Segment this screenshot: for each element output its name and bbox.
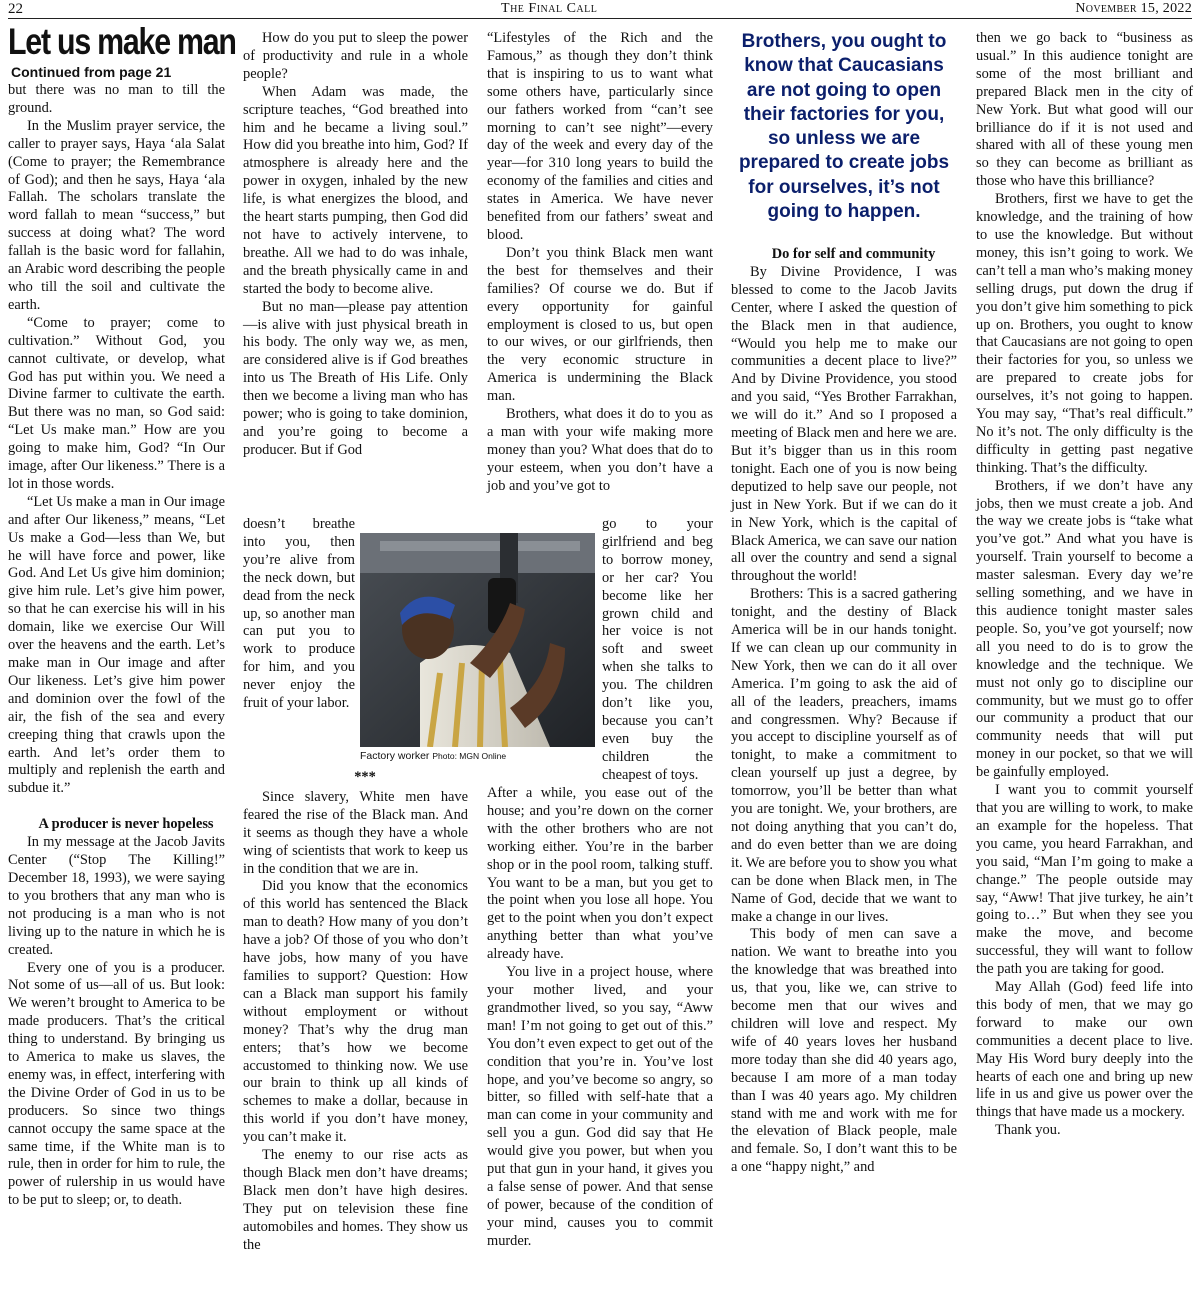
- paragraph: When Adam was made, the scripture teaches, “God breathed into him and he became a living soul.” How did you breathe into him, God? If atmosphere is already here and the power in oxygen, inhaled by the new life, is what energizes the blood, and the heart starts pumping, then God did not have to actively intervene, to breathe. All we had to do was inhale, and the breath physically came in and started the body to become alive.: [243, 83, 468, 297]
- paragraph: Don’t you think Black men want the best for themselves and their families? Of course we do. But if every opportunity for gainful employment is closed to us, but open to our wives, or our girlfriends, then the very economic structure in America is undermining the Black man.: [487, 244, 713, 405]
- paragraph: How do you put to sleep the power of productivity and rule in a whole people?: [243, 30, 468, 82]
- paragraph: In the Muslim prayer service, the caller to prayer says, Haya ‘ala Salat (Come to prayer; the Remembrance of God); and then he says, Haya ‘ala Fallah. The scholars translate the word fallah to mean “success,” but success at doing what? The word fallah is the basic word for fallahin, an Arabic word describing the people who till the soil and cultivate the earth.: [8, 117, 225, 313]
- section-separator: ***: [354, 769, 376, 785]
- issue-date: November 15, 2022: [1075, 1, 1192, 16]
- photo-credit: Photo: MGN Online: [432, 751, 507, 761]
- paragraph: Brothers: This is a sacred gathering tonight, and the destiny of Black America will be in our hands tonight. If we can clean up our community in New York, then we can do it all over America. I’m going to ask the aid of all of the leaders, preachers, imams and congressmen. Why? Because if you accept to discipline yourself as of tonight, to make a commitment to clean yourself up just a degree, by tomorrow, you’ll be better than what you are tonight. We, your brothers, are not doing anything that you can’t do, and do even better than we are doing it. We are before you to show you what can be done when Black men, in The Name of God, decide that we want to make a change in our lives.: [731, 586, 957, 925]
- factory-worker-photo: [360, 533, 595, 747]
- column-2-wrap: [243, 516, 355, 713]
- column-3-top: [487, 30, 713, 496]
- paragraph: By Divine Providence, I was blessed to come to the Jacob Javits Center, where I asked the question of the Black men in that audience, “Would you help me to make our communities a decent place to live?” And by Divine Providence, you stood and you said, “Yes Brother Farrakhan, we will do it.” And so I proposed a meeting of Black men and here we are. But it’s bigger than us in this room tonight. Each one of you is now being deputized to help save our people, not just in New York. But if we can do it in New York, which is the capital of Black America, we can save our nation all over the country and send a signal throughout the world!: [731, 263, 957, 585]
- masthead: [8, 0, 1192, 19]
- column-3-bottom: [487, 785, 713, 1251]
- paragraph: Brothers, first we have to get the knowledge, and the training of how to use the knowledge. But without money, this isn’t going to work. We can’t tell a man who’s making money selling drugs, put down the drug if you don’t give him something to pick up on. Brothers, you ought to know that Caucasians are not going to open their factories for you, so unless we are prepared to create jobs for ourselves, it’s not going to happen. You may say, “That’s real difficult.” No it’s not. The only difficulty is the difficulty in getting past negative thinking. That’s the difficulty.: [976, 191, 1193, 476]
- paragraph: “Lifestyles of the Rich and the Famous,” as though they don’t think that is inspiring to us to want what some others have, particularly since our fathers worked from “can’t see morning to can’t see night”—every day of the week and every day of the year—for 310 long years to build the economy of the families and cities and states in America. We have never benefited from our fathers’ sweat and blood.: [487, 30, 713, 243]
- column-2-bottom: [243, 767, 468, 1254]
- paragraph: Brothers, if we don’t have any jobs, then we must create a job. And the way we create jobs is “take what you’ve got.” And what you have is yourself. Train yourself to become a master salesman. Every day we’re selling something, and we have in this audience tonight master sales people. So, you’ve got yourself; now all you need to do is to grow the knowledge and the technique. We must not only go to discipline our community, but we must go to offer our community a product that our community needs that will put money in our pocket, so that we will be gainfully employed.: [976, 477, 1193, 781]
- paragraph: Brothers, what does it do to you as a man with your wife making more money than you? What does that do to your esteem, when you don’t have a job and you’ve got to: [487, 406, 713, 494]
- column-1: [8, 21, 236, 1210]
- page-number: 22: [8, 0, 23, 17]
- paragraph: But no man—please pay attention—is alive with just physical breath in his body. The only way we, as men, are considered alive is if God breathes into us The Breath of His Life. Only then we become a living man who has power; who is going to take dominion, and you’re going to become a producer. But if God: [243, 298, 468, 458]
- paragraph: This body of men can save a nation. We want to breathe into you the knowledge that was breathed into us, that you, like we, can strive to become men that our wives and children will love and respect. My wife of 40 years loves her husband more today than she did 40 years ago, because I am more of a man today than I was 40 years ago. My children stand with me and work with me for the elevation of Black people, male and female. So, I don’t want this to be a one “happy night,” and: [731, 926, 957, 1176]
- column-3-wrap: [602, 516, 713, 785]
- headline: Let us make man: [8, 21, 236, 62]
- paragraph: Thank you.: [995, 1122, 1061, 1139]
- paragraph: but there was no man to till the ground.: [8, 82, 225, 116]
- paragraph: After a while, you ease out of the house; and you’re down on the corner with the other brothers who are not working either. You’re in the barber shop or in the pool room, talking stuff. You want to be a man, but you get to the point when you lose all hope. You get to the point when you don’t expect anything better than what you’ve already have.: [487, 785, 713, 963]
- paragraph: May Allah (God) feed life into this body of men, that we may go forward to make our own communities a decent place to live. May His Word bury deeply into the hearts of each one and bring up new life in us and give us power over the things that have made us a mockery.: [976, 979, 1193, 1121]
- paragraph: I want you to commit yourself that you are willing to work, to make an example for the hopeless. That you came, you heard Farrakhan, and you said, “Man I’m going to make a change.” The people outside may say, “Aww! That jive turkey, he ain’t going to…” But when they see you make the move, and become successful, they will want to follow the path you are taking for good.: [976, 782, 1193, 978]
- paragraph: Did you know that the economics of this world has sentenced the Black man to death? How many of you don’t have a job? Of those of you who don’t have jobs, how many of you have families to support? Question: How can a Black man support his family without employment or without money? That’s why the drug man enters; that’s how we become accustomed to thinking now. We use our brain to think up all kinds of schemes to make a dollar, because in this world if you don’t have money, you can’t make it.: [243, 878, 468, 1146]
- paragraph: “Let Us make a man in Our image and after Our likeness,” means, “Let Us make a God—less than We, but he will have force and power, like God. And Let Us give him dominion; give him rule. Let’s give him power, so that he can exercise his will in his domain, like we exercise Our Will over the heavens and the earth. Let’s make man in Our image and after Our likeness. Let’s give him power and dominion over the fowl of the air, the fish of the sea and every creeping thing that crawls upon the earth. And let’s order them to multiply and replenish the earth and subdue it.”: [8, 493, 225, 797]
- photo-figure: [360, 533, 595, 763]
- subhead-producer: A producer is never hopeless: [38, 816, 214, 833]
- column-5: [976, 30, 1193, 1140]
- paragraph: doesn’t breathe into you, then you’re alive from the neck down, but dead from the neck up, so another man can put you to work to produce for him, and you never enjoy the fruit of your labor.: [243, 516, 355, 712]
- column-4: [731, 246, 957, 1177]
- photo-caption: [360, 749, 595, 763]
- subhead-do-for-self: Do for self and community: [771, 246, 936, 262]
- paragraph: Since slavery, White men have feared the rise of the Black man. And it seems as though they have a whole wing of scientists that work to keep us in the condition that we are in.: [243, 788, 468, 877]
- column-2-top: [243, 30, 468, 460]
- paragraph: In my message at the Jacob Javits Center (“Stop The Killing!” December 18, 1993), we were saying to you brothers that any man who is not producing is a man who is not living up to the nature in which he is created.: [8, 834, 225, 958]
- paragraph: “Come to prayer; come to cultivation.” Without God, you cannot cultivate, or develop, what God has put within you. We need a Divine farmer to cultivate the earth. But there was no man, so God said: “Let Us make man.” How are you going to make him, God? “In Our image, after Our likeness.” There is a lot in those words.: [8, 314, 225, 492]
- publication-name: The Final Call: [501, 1, 598, 16]
- caption-text: Factory worker: [360, 750, 430, 762]
- paragraph: then we go back to “business as usual.” In this audience tonight are some of the most brilliant and prepared Black men in the city of New York. But what good will our brilliance do if it is not used and shared with all of these young men so they can become as brilliant as those who have this brilliance?: [976, 30, 1193, 190]
- paragraph: The enemy to our rise acts as though Black men don’t have dreams; Black men don’t have high desires. They put on television these fine automobiles and homes. They show us the: [243, 1147, 468, 1253]
- paragraph: Every one of you is a producer. Not some of us—all of us. But look: We weren’t brought to America to be made producers. That’s the critical thing to understand. By bringing us to America to make us slaves, the enemy was, in effect, interfering with the Divine Order of God in us to be producers. So since two things cannot occupy the same space at the same time, if the White man is to rule, then in order for him to rule, the power of rulership in us would have to be put to sleep; or, to death.: [8, 959, 225, 1209]
- paragraph: go to your girlfriend and beg to borrow money, or her car? You become like her grown child and her voice is not soft and sweet when she talks to you. The children don’t like you, because you can’t even buy the children the cheapest of toys.: [602, 516, 713, 783]
- paragraph: You live in a project house, where your mother lived, and your grandmother lived, so you say, “Aww man! I’m not going to get out of this.” You don’t even expect to get out of the condition that you’re in. You’ve lost hope, and you’ve become so angry, so bitter, so filled with self-hate that a man can come in your community and sell you a gun. God did say that He would give you power, but when you put that gun in your hand, it gives you a false sense of power. And that sense of power, because of the condition of your mind, causes you to commit murder.: [487, 964, 713, 1249]
- continued-from: Continued from page 21: [11, 64, 172, 80]
- pull-quote: Brothers, you ought to know that Caucasians are not going to open their factories for you, so unless we are prepared to create jobs for ourselves, it’s not going to happen.: [738, 31, 950, 223]
